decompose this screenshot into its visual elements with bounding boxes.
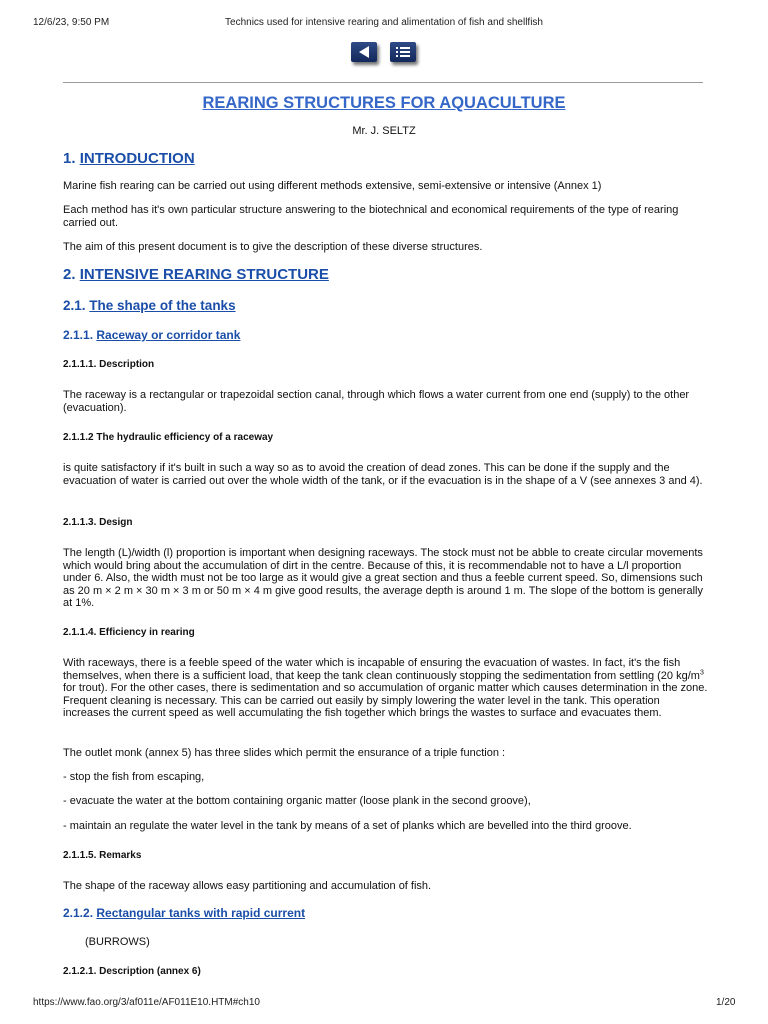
paragraph: Marine fish rearing can be carried out using different methods extensive, semi-extensive or intensive (Annex 1) — [63, 180, 602, 192]
section-heading-intensive-rearing — [63, 266, 329, 283]
text-run: With raceways, there is a feeble speed of the water which is incapable of ensuring the evacuation of wastes. In fact, it's the fish themselves, when there is a sufficient load, that keep the tank clean continuously stopping the sedimentation from settling (20 kg/m — [63, 657, 700, 682]
rectangular-tanks-link[interactable]: Rectangular tanks with rapid current — [96, 906, 306, 920]
section-number: 1. — [63, 150, 76, 167]
heading-description: 2.1.1.1. Description — [63, 359, 155, 370]
paragraph: The aim of this present document is to give the description of these diverse structures. — [63, 241, 483, 253]
text-run: for trout). For the other cases, there is sedimentation and so accumulation of organic matter which causes determination in the zone. Frequent cleaning is necessary. This can be carried out easily by simply lowering the water level in the tank. This operation increases the current speed as well accumulating the fish together which brings the wastes to surface and evacuates them. — [63, 682, 708, 720]
list-item: - stop the fish from escaping, — [63, 771, 205, 783]
print-page-title: Technics used for intensive rearing and alimentation of fish and shellfish — [225, 17, 543, 28]
document-author: Mr. J. SELTZ — [352, 125, 416, 137]
list-item: - evacuate the water at the bottom containing organic matter (loose plank in the second groove), — [63, 795, 531, 807]
raceway-link[interactable]: Raceway or corridor tank — [96, 328, 241, 342]
table-of-contents-button[interactable] — [390, 42, 416, 62]
subsection-heading-raceway — [63, 328, 240, 342]
section-number: 2.1.1. — [63, 328, 94, 342]
document-title[interactable]: REARING STRUCTURES FOR AQUACULTURE — [202, 94, 566, 112]
author-note: (BURROWS) — [85, 936, 150, 948]
paragraph: Each method has it's own particular structure answering to the biotechnical and economical requirements of the type of rearing carried out. — [63, 204, 679, 229]
paragraph: The raceway is a rectangular or trapezoidal section canal, through which flows a water current from one end (supply) to the other (evacuation). — [63, 389, 690, 414]
heading-hydraulic-efficiency: 2.1.1.2 The hydraulic efficiency of a raceway — [63, 432, 274, 443]
heading-remarks: 2.1.1.5. Remarks — [63, 850, 142, 861]
superscript: 3 — [699, 668, 704, 676]
section-number: 2.1.2. — [63, 906, 94, 920]
print-url: https://www.fao.org/3/af011e/AF011E10.HTM#ch10 — [33, 997, 260, 1008]
heading-description-annex-6: 2.1.2.1. Description (annex 6) — [63, 966, 201, 977]
paragraph: The length (L)/width (l) proportion is important when designing raceways. The stock must not be abble to create circular movements which would bring about the accumulation of dirt in the centre. Because of this, it is recommendable not to have a L/l proportion under 6. Also, the width must not be too large as it would give a great section and thus a feeble current speed. So, dimensions such as 20 m × 2 m × 30 m × 3 m or 50 m × 4 m give good results, the average depth is around 1 m. The slope of the bottom is generally at 1%. — [63, 547, 703, 610]
paragraph: is quite satisfactory if it's built in such a way so as to avoid the creation of dead zones. This can be done if the supply and the evacuation of water is carried out over the whole width of the tank, or if the evacuation is in the shape of a V (see annexes 3 and 4). — [63, 462, 703, 487]
heading-design: 2.1.1.3. Design — [63, 517, 133, 528]
divider — [63, 82, 703, 83]
paragraph: The outlet monk (annex 5) has three slides which permit the ensurance of a triple function : — [63, 747, 506, 759]
paragraph: The shape of the raceway allows easy partitioning and accumulation of fish. — [63, 880, 432, 892]
back-arrow-icon — [357, 45, 371, 59]
subsection-heading-rectangular-tanks — [63, 906, 305, 920]
paragraph — [63, 657, 708, 720]
print-page-number: 1/20 — [716, 997, 736, 1008]
table-of-contents-icon — [395, 45, 411, 59]
print-datetime: 12/6/23, 9:50 PM — [33, 17, 110, 28]
intensive-rearing-link[interactable]: INTENSIVE REARING STRUCTURE — [79, 266, 329, 283]
previous-button[interactable] — [351, 42, 377, 62]
list-item: - maintain an regulate the water level in the tank by means of a set of planks which are bevelled into the third groove. — [63, 820, 632, 832]
subsection-heading-shape-of-tanks — [63, 298, 236, 313]
introduction-link[interactable]: INTRODUCTION — [79, 150, 195, 167]
section-number: 2. — [63, 266, 76, 283]
heading-efficiency-in-rearing: 2.1.1.4. Efficiency in rearing — [63, 627, 195, 638]
section-heading-introduction — [63, 150, 195, 167]
section-number: 2.1. — [63, 298, 86, 313]
shape-of-tanks-link[interactable]: The shape of the tanks — [89, 298, 236, 313]
